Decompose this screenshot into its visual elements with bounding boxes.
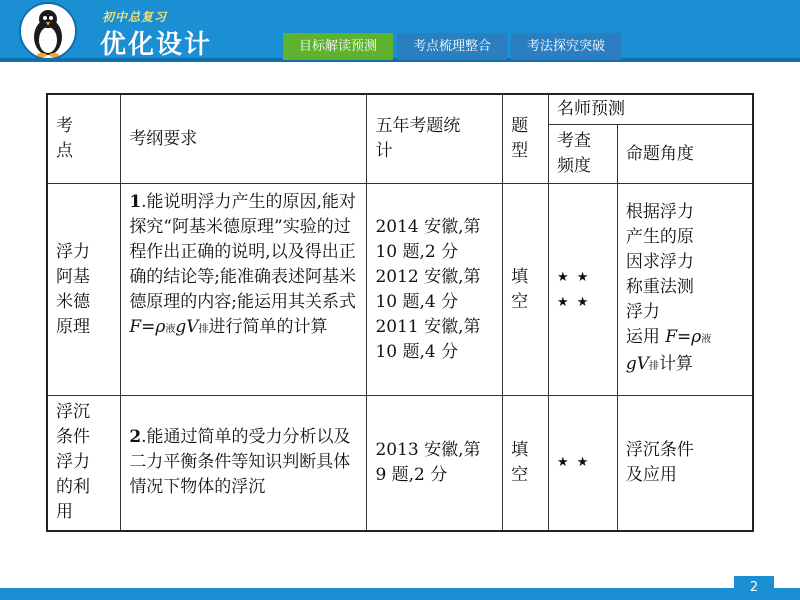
row2-type: 填 空 [503,396,549,531]
row1-angle-b: 计算 [659,354,694,374]
table-header-row-1 [47,94,753,125]
row1-formula-f: F [129,317,142,337]
tab-knowledge-review[interactable]: 考点梳理整合 [397,33,507,60]
row1-formula-sub1: 液 [165,324,176,335]
row1-kaodian: 浮力 阿基 米德 原理 [47,184,121,396]
header-tixing: 题 型 [503,94,549,184]
row1-type: 填 空 [503,184,549,396]
row2-req-text-a: .能通过简单的受力分析以及二力平衡条件等知识判断具体情况下物体的浮沉 [129,427,351,498]
row1-angle-a: 根据浮力 产生的原 因求浮力 称重法测 浮力 运用 [625,202,694,347]
tab-goal-prediction[interactable]: 目标解读预测 [283,33,393,60]
header-jiaodu: 命题角度 [617,125,753,184]
row1-req-text-b: 进行简单的计算 [208,317,328,337]
row1-angle-f: F [665,327,678,347]
row1-angle-rho: ρ [691,327,702,347]
penguin-icon [18,2,80,60]
row2-freq-stars: ★ ★ [549,396,618,531]
row1-formula-rho: ρ [155,317,166,337]
row2-kaodian: 浮沉 条件 浮力 的利 用 [47,396,121,531]
header-pindu: 考查 频度 [549,125,618,184]
tab-method-breakthrough[interactable]: 考法探究突破 [511,33,621,60]
row1-requirement [121,184,367,396]
row1-req-num: 1 [129,192,142,212]
header-bar [0,0,800,60]
header-tongji: 五年考题统 计 [367,94,503,184]
nav-tabs [283,33,625,61]
row1-angle-sub2: 排 [649,361,660,372]
logo [18,2,288,58]
row1-formula-g: gV [175,317,199,337]
row1-formula-sub2: 排 [198,324,209,335]
exam-points-table [46,93,754,532]
table-row [47,184,753,396]
row1-angle-g: gV [625,354,650,374]
table-row [47,396,753,531]
row2-angle: 浮沉条件 及应用 [617,396,753,531]
page-number: 2 [734,576,774,600]
header-kaodian: 考 点 [47,94,121,184]
header-kaogang: 考纲要求 [121,94,367,184]
footer-bar [0,588,800,600]
row1-stats: 2014 安徽,第 10 题,2 分 2012 安徽,第 10 题,4 分 2011 安徽,第 10 题,4 分 [367,184,503,396]
row2-stats: 2013 安徽,第 9 题,2 分 [367,396,503,531]
header-subtitle: 初中总复习 [102,10,168,24]
row1-angle [617,184,753,396]
row2-requirement [121,396,367,531]
row1-angle-eq: = [677,327,692,347]
row1-formula-eq: = [141,317,156,337]
row1-angle-sub1: 液 [701,334,712,345]
brand-title: 优化设计 [100,30,213,60]
row1-freq-stars: ★ ★ ★ ★ [549,184,618,396]
row2-req-num: 2 [129,427,142,448]
header-yuce: 名师预测 [549,94,753,125]
row1-req-text-a: .能说明浮力产生的原因,能对探究“阿基米德原理”实验的过程作出正确的说明,以及得出正确的结论等;能准确表述阿基米德原理的内容;能运用其关系式 [129,192,357,312]
